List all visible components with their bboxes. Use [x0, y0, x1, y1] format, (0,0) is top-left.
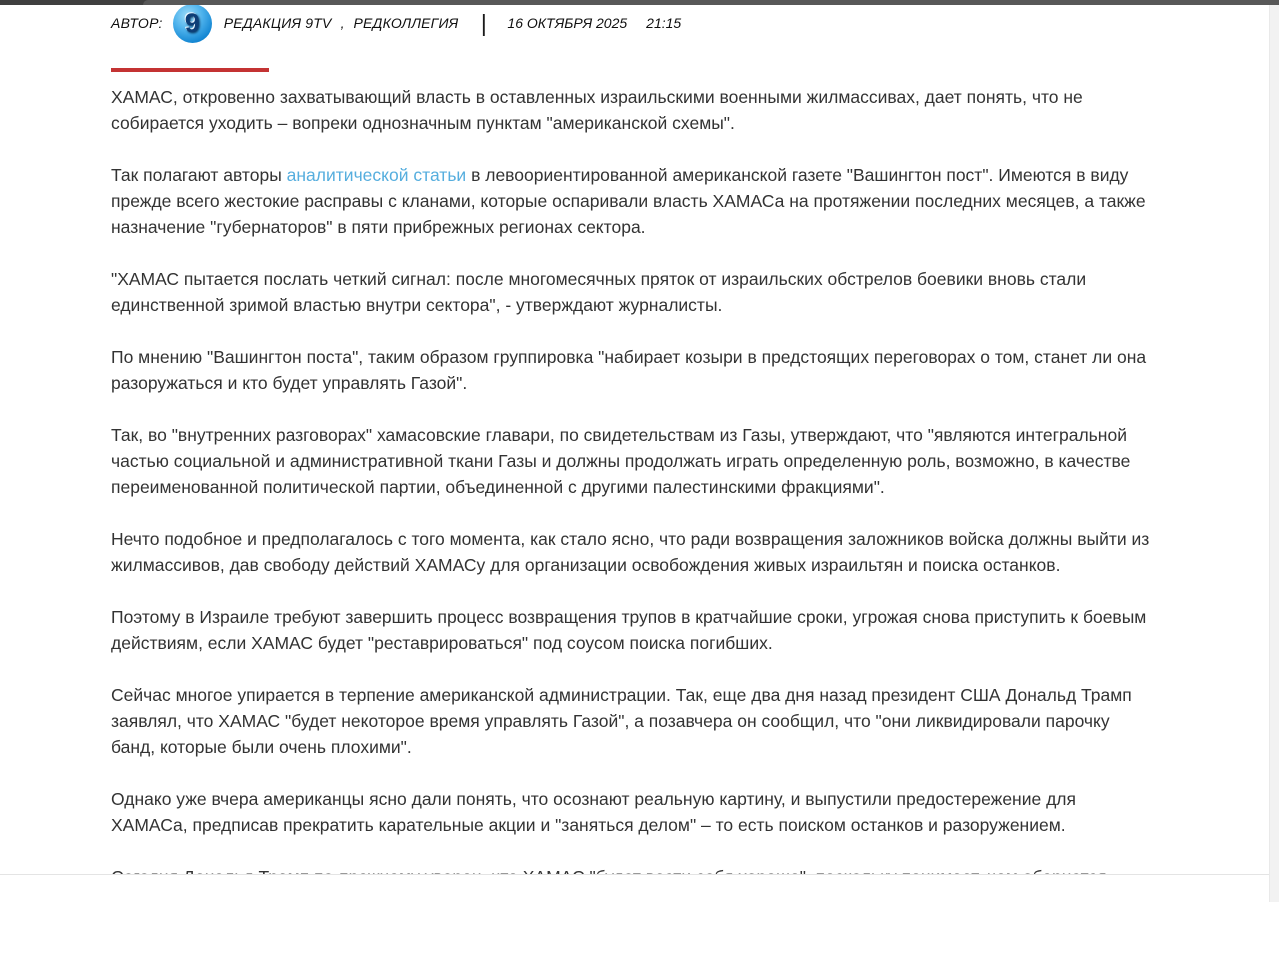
paragraph-text: Нечто подобное и предполагалось с того момента, как стало ясно, что ради возвращения заложников войска должны выйти из жилмассивов, дав свободу действий ХАМАСу для организации освобождения живых израильтян и поиска останков.	[111, 529, 1150, 575]
paragraph-text: По мнению "Вашингтон поста", таким образом группировка "набирает козыри в предстоящих переговорах о том, станет ли она разоружаться и кто будет управлять Газой".	[111, 347, 1147, 393]
article-paragraph	[111, 344, 1155, 396]
author-name-secondary[interactable]: РЕДКОЛЛЕГИЯ	[353, 15, 459, 31]
author-name-primary[interactable]: РЕДАКЦИЯ 9TV	[223, 15, 332, 31]
article-paragraph	[111, 266, 1155, 318]
article-paragraph-clipped	[111, 864, 1155, 874]
meta-separator-pipe: |	[480, 9, 487, 36]
red-accent-underline	[111, 68, 269, 72]
paragraph-text: Однако уже вчера американцы ясно дали понять, что осознают реальную картину, и выпустили предостережение для ХАМАСа, предписав прекратить карательные акции и "заняться делом" – то есть поиском останков и разоружением.	[111, 789, 1076, 835]
author-meta-row	[111, 3, 681, 43]
paragraph-text: Так полагают авторы	[111, 165, 287, 185]
paragraph-text: ХАМАС, откровенно захватывающий власть в оставленных израильскими военными жилмассивах, дает понять, что не собирается уходить – вопреки однозначным пунктам "американской схемы".	[111, 87, 1083, 133]
author-avatar-9tv-logo-icon[interactable]	[173, 4, 212, 43]
article-body	[111, 84, 1155, 874]
paragraph-text: в левоориентированной американской газете "Вашингтон пост". Имеются в виду прежде всего жестокие расправы с кланами, которые оспаривали власть ХАМАСа на протяжении последних месяцев, а также назначение "губернаторов" в пяти прибрежных регионах сектора.	[111, 165, 1146, 237]
article-paragraph	[111, 84, 1155, 136]
publish-date: 16 ОКТЯБРЯ 2025	[507, 15, 628, 31]
article-paragraph	[111, 604, 1155, 656]
collapsed-header-bar	[0, 0, 1279, 5]
publish-time: 21:15	[646, 15, 682, 31]
paragraph-text: Сейчас многое упирается в терпение американской администрации. Так, еще два дня назад президент США Дональд Трамп заявлял, что ХАМАС "будет некоторое время управлять Газой", а позавчера он сообщил, что "они ликвидировали парочку банд, которые были очень плохими".	[111, 685, 1132, 757]
collapsed-header-tab	[143, 0, 1279, 5]
paragraph-text: Так, во "внутренних разговорах" хамасовские главари, по свидетельствам из Газы, утверждают, что "являются интегральной частью социальной и административной ткани Газы и должны продолжать играть определенную роль, возможно, в качестве переименованной политической партии, объединенной с другими палестинскими фракциями".	[111, 425, 1131, 497]
article-paragraph	[111, 682, 1155, 760]
author-label: АВТОР:	[111, 15, 163, 31]
article-paragraph	[111, 526, 1155, 578]
article-paragraph	[111, 162, 1155, 240]
article-paragraph	[111, 786, 1155, 838]
scrollbar-track[interactable]	[1269, 5, 1279, 902]
avatar-glyph: 9	[184, 7, 200, 38]
author-separator-comma: ,	[340, 15, 345, 31]
bottom-ad-placeholder	[0, 874, 1269, 972]
paragraph-text: Поэтому в Израиле требуют завершить процесс возвращения трупов в кратчайшие сроки, угрожая снова приступить к боевым действиям, если ХАМАС будет "реставрироваться" под соусом поиска погибших.	[111, 607, 1147, 653]
paragraph-text: "ХАМАС пытается послать четкий сигнал: после многомесячных пряток от израильских обстрелов боевики вновь стали единственной зримой властью внутри сектора", - утверждают журналисты.	[111, 269, 1087, 315]
inline-article-link[interactable]: аналитической статьи	[286, 165, 467, 185]
article-paragraph	[111, 422, 1155, 500]
